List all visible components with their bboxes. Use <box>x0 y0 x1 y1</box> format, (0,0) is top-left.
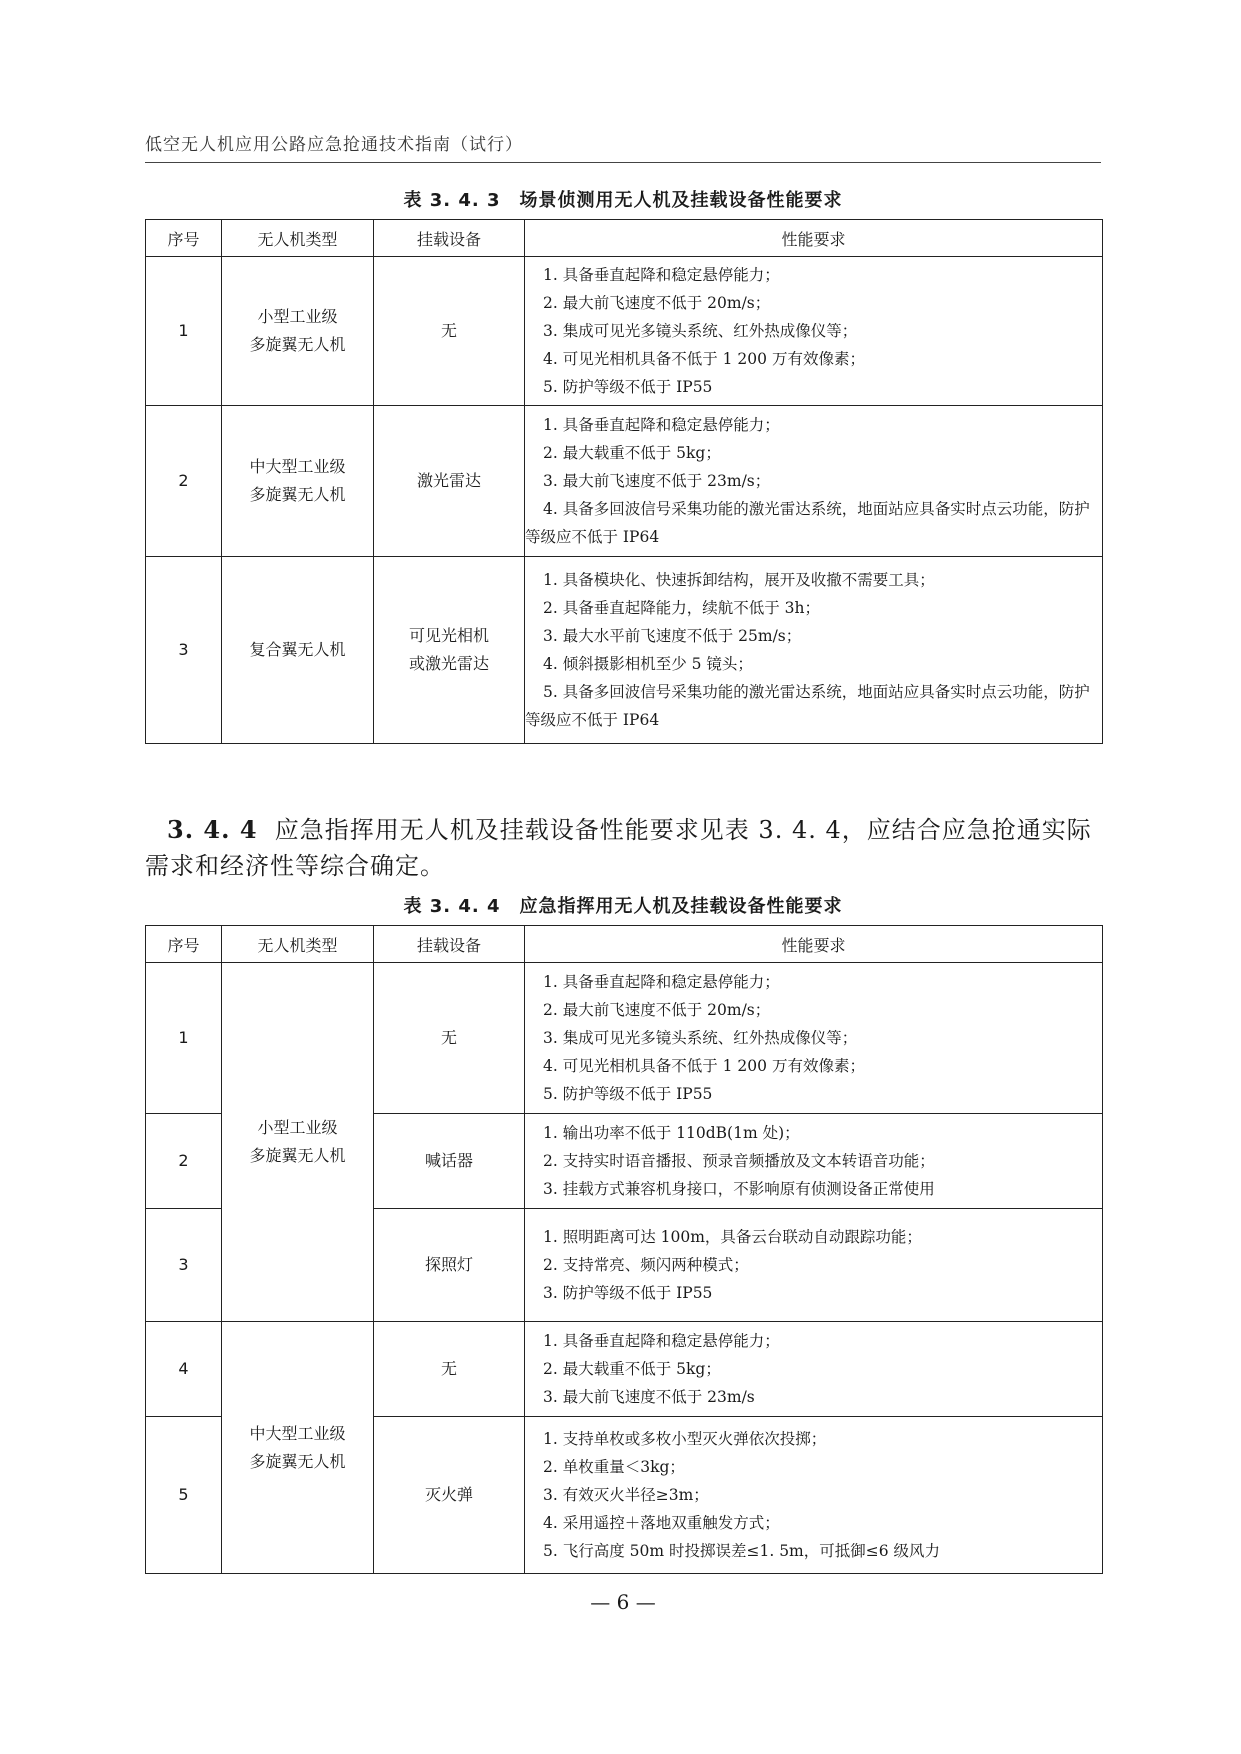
section-number: 3. 4. 4 <box>167 815 258 844</box>
table2-header-row <box>146 926 1103 963</box>
table-row <box>146 557 1103 744</box>
row-no: 3 <box>146 1209 222 1322</box>
payload: 灭火弹 <box>374 1417 525 1574</box>
payload: 可见光相机 或激光雷达 <box>374 557 525 744</box>
col-header-payload: 挂载设备 <box>374 926 525 963</box>
page-number: — 6 — <box>590 1590 656 1614</box>
payload: 探照灯 <box>374 1209 525 1322</box>
drone-type: 小型工业级 多旋翼无人机 <box>222 257 374 406</box>
col-header-no: 序号 <box>146 220 222 257</box>
row-no: 4 <box>146 1322 222 1417</box>
table2-caption: 表 3. 4. 4 应急指挥用无人机及挂载设备性能要求 <box>403 896 843 917</box>
table1 <box>145 219 1103 744</box>
col-header-requirements: 性能要求 <box>525 220 1103 257</box>
requirements: 1. 具备垂直起降和稳定悬停能力； 2. 最大前飞速度不低于 20m/s； 3. 集成可见光多镜头系统、红外热成像仪等； 4. 可见光相机具备不低于 1 200 万有效像素； 5. 防护等级不低于 IP55 <box>525 257 1103 406</box>
requirements: 1. 支持单枚或多枚小型灭火弹依次投掷； 2. 单枚重量＜3kg； 3. 有效灭火半径≥3m； 4. 采用遥控＋落地双重触发方式； 5. 飞行高度 50m 时投掷误差≤1. 5m，可抵御≤6 级风力 <box>525 1417 1103 1574</box>
section-text: 应急指挥用无人机及挂载设备性能要求见表 3. 4. 4，应结合应急抢通实际需求和经济性等综合确定。 <box>145 816 1092 880</box>
row-no: 1 <box>146 257 222 406</box>
payload: 无 <box>374 1322 525 1417</box>
requirements: 1. 具备垂直起降和稳定悬停能力； 2. 最大前飞速度不低于 20m/s； 3. 集成可见光多镜头系统、红外热成像仪等； 4. 可见光相机具备不低于 1 200 万有效像素； 5. 防护等级不低于 IP55 <box>525 963 1103 1114</box>
requirements: 1. 具备垂直起降和稳定悬停能力； 2. 最大载重不低于 5kg； 3. 最大前飞速度不低于 23m/s； 4. 具备多回波信号采集功能的激光雷达系统，地面站应具备实时点云功能，防护等级应不低于 IP64 <box>525 406 1103 557</box>
section-paragraph <box>145 812 1101 884</box>
table-row <box>146 406 1103 557</box>
col-header-requirements: 性能要求 <box>525 926 1103 963</box>
table-row <box>146 963 1103 1114</box>
requirements: 1. 具备垂直起降和稳定悬停能力； 2. 最大载重不低于 5kg； 3. 最大前飞速度不低于 23m/s <box>525 1322 1103 1417</box>
table-row <box>146 1322 1103 1417</box>
running-header: 低空无人机应用公路应急抢通技术指南（试行） <box>145 135 523 155</box>
row-no: 3 <box>146 557 222 744</box>
requirements: 1. 输出功率不低于 110dB(1m 处)； 2. 支持实时语音播报、预录音频播放及文本转语音功能； 3. 挂载方式兼容机身接口，不影响原有侦测设备正常使用 <box>525 1114 1103 1209</box>
drone-type: 复合翼无人机 <box>222 557 374 744</box>
row-no: 2 <box>146 406 222 557</box>
payload: 喊话器 <box>374 1114 525 1209</box>
table1-caption: 表 3. 4. 3 场景侦测用无人机及挂载设备性能要求 <box>403 190 843 211</box>
drone-type: 中大型工业级 多旋翼无人机 <box>222 1322 374 1574</box>
payload: 无 <box>374 257 525 406</box>
requirements: 1. 具备模块化、快速拆卸结构，展开及收撤不需要工具； 2. 具备垂直起降能力，续航不低于 3h； 3. 最大水平前飞速度不低于 25m/s； 4. 倾斜摄影相机至少 5 镜头； 5. 具备多回波信号采集功能的激光雷达系统，地面站应具备实时点云功能，防护等级应不低于 IP64 <box>525 557 1103 744</box>
payload: 无 <box>374 963 525 1114</box>
col-header-payload: 挂载设备 <box>374 220 525 257</box>
col-header-type: 无人机类型 <box>222 220 374 257</box>
row-no: 1 <box>146 963 222 1114</box>
row-no: 2 <box>146 1114 222 1209</box>
drone-type: 中大型工业级 多旋翼无人机 <box>222 406 374 557</box>
table2 <box>145 925 1103 1574</box>
row-no: 5 <box>146 1417 222 1574</box>
table-row <box>146 257 1103 406</box>
requirements: 1. 照明距离可达 100m，具备云台联动自动跟踪功能； 2. 支持常亮、频闪两种模式； 3. 防护等级不低于 IP55 <box>525 1209 1103 1322</box>
table1-header-row <box>146 220 1103 257</box>
drone-type: 小型工业级 多旋翼无人机 <box>222 963 374 1322</box>
payload: 激光雷达 <box>374 406 525 557</box>
col-header-type: 无人机类型 <box>222 926 374 963</box>
col-header-no: 序号 <box>146 926 222 963</box>
header-rule <box>145 162 1101 163</box>
